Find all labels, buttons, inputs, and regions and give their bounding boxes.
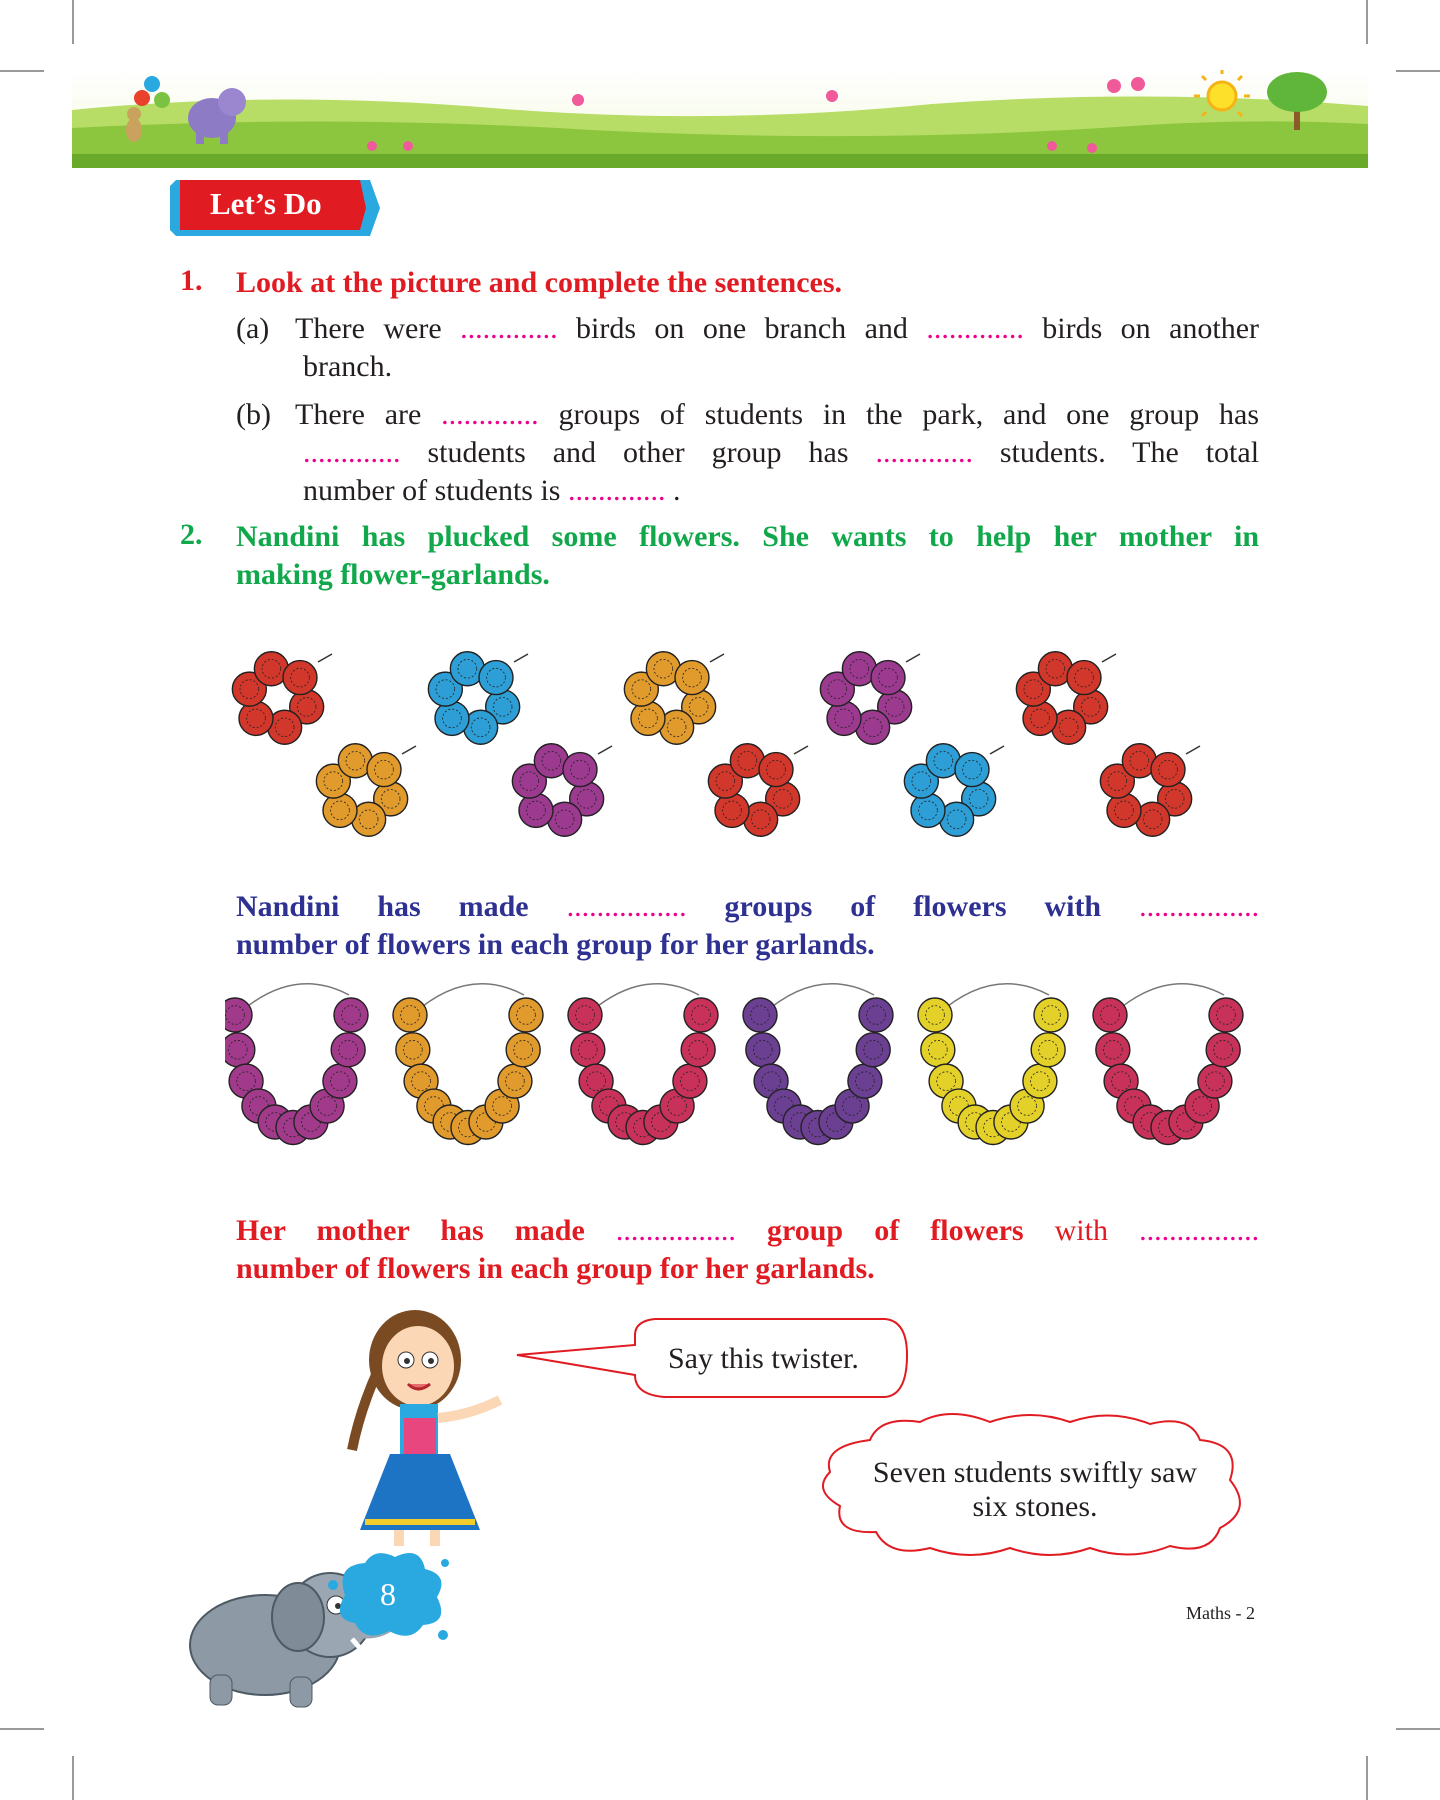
- q1b-line1: There are ............. groups of students in the park, and one group has: [295, 398, 1259, 431]
- answer-blank[interactable]: .............: [441, 398, 539, 431]
- flower-icon: [684, 998, 718, 1032]
- flower-icon: [1198, 1064, 1232, 1098]
- q1a-line2: branch.: [303, 350, 393, 383]
- speech-bubble-text: Say this twister.: [668, 1342, 859, 1375]
- flower-icon: [506, 1033, 540, 1067]
- flower-icon: [1034, 998, 1068, 1032]
- answer-blank[interactable]: ................: [1139, 1214, 1260, 1247]
- flower-icon: [1031, 1033, 1065, 1067]
- flower-icon: [509, 998, 543, 1032]
- flower-icon: [498, 1064, 532, 1098]
- crop-mark: [72, 1756, 74, 1800]
- flower-group: [708, 744, 808, 837]
- crop-mark: [1396, 70, 1440, 72]
- garlands-illustration: [225, 975, 1265, 1185]
- flower-icon: [921, 1033, 955, 1067]
- answer-blank[interactable]: .............: [875, 436, 973, 469]
- flower-group: [904, 744, 1004, 837]
- page-number: 8: [380, 1576, 396, 1612]
- flower-group: [820, 652, 920, 745]
- garland: [568, 984, 718, 1145]
- flower-group: [428, 652, 528, 745]
- flower-icon: [1023, 701, 1057, 735]
- flower-icon: [1151, 753, 1185, 787]
- section-label: Let’s Do: [210, 186, 322, 221]
- garland: [743, 984, 893, 1145]
- answer-blank[interactable]: ................: [615, 1214, 736, 1247]
- answer-blank[interactable]: .............: [460, 312, 558, 345]
- answer-blank[interactable]: .............: [303, 436, 401, 469]
- answer-blank[interactable]: ................: [566, 890, 687, 923]
- flower-icon: [856, 1033, 890, 1067]
- flower-icon: [283, 661, 317, 695]
- question-2-line1: Nandini has plucked some flowers. She wants to help her mother in: [236, 520, 1259, 553]
- tongue-twister-line1: Seven students swiftly saw: [872, 1456, 1198, 1489]
- answer-blank[interactable]: ................: [1139, 890, 1260, 923]
- mother-sentence-line2: number of flowers in each group for her garlands.: [236, 1252, 875, 1285]
- flower-icon: [568, 998, 602, 1032]
- flower-icon: [911, 793, 945, 827]
- answer-blank[interactable]: .............: [926, 312, 1024, 345]
- flower-icon: [323, 793, 357, 827]
- answer-blank[interactable]: .............: [567, 474, 666, 507]
- flower-icon: [871, 661, 905, 695]
- q1b-line3: number of students is ............. .: [303, 474, 681, 507]
- tongue-twister-line2: six stones.: [972, 1490, 1098, 1523]
- flower-icon: [746, 1033, 780, 1067]
- question-2-number: 2.: [180, 518, 203, 551]
- flower-icon: [1107, 793, 1141, 827]
- flower-icon: [1067, 661, 1101, 695]
- rabbit-icon: [126, 107, 142, 142]
- flower-icon: [1209, 998, 1243, 1032]
- flower-icon: [519, 793, 553, 827]
- flower-icon: [715, 793, 749, 827]
- q1b-label: (b): [236, 398, 271, 431]
- garland: [918, 984, 1068, 1145]
- garland: [225, 984, 368, 1145]
- girl-illustration: [330, 1300, 520, 1550]
- flower-icon: [393, 998, 427, 1032]
- flower-icon: [675, 661, 709, 695]
- flower-icon: [563, 753, 597, 787]
- flower-icon: [367, 753, 401, 787]
- flower-icon: [225, 1033, 255, 1067]
- flower-icon: [571, 1033, 605, 1067]
- question-2-line2: making flower-garlands.: [236, 558, 550, 591]
- nandini-sentence-line1: Nandini has made ................ groups of flowers with ................: [236, 890, 1260, 923]
- crop-mark: [0, 70, 44, 72]
- garland: [1093, 984, 1243, 1145]
- flower-icon: [631, 701, 665, 735]
- header-banner-illustration: [72, 70, 1368, 168]
- flower-group: [1016, 652, 1116, 745]
- flower-icon: [1096, 1033, 1130, 1067]
- flower-icon: [479, 661, 513, 695]
- flower-group: [232, 652, 332, 745]
- nandini-sentence-line2: number of flowers in each group for her garlands.: [236, 928, 875, 961]
- flower-icon: [759, 753, 793, 787]
- q1a-line1: There were ............. birds on one branch and ............. birds on another: [295, 312, 1260, 345]
- question-1-number: 1.: [180, 264, 203, 297]
- flower-group: [316, 744, 416, 837]
- flower-icon: [334, 998, 368, 1032]
- flower-icon: [331, 1033, 365, 1067]
- flower-icon: [323, 1064, 357, 1098]
- crop-mark: [0, 1728, 44, 1730]
- crop-mark: [1366, 0, 1368, 44]
- q1a-label: (a): [236, 312, 270, 345]
- flower-icon: [955, 753, 989, 787]
- flower-icon: [239, 701, 273, 735]
- flower-icon: [1093, 998, 1127, 1032]
- mother-sentence-line1: Her mother has made ................ group of flowers with ................: [236, 1214, 1260, 1247]
- crop-mark: [1396, 1728, 1440, 1730]
- garland: [393, 984, 543, 1145]
- flower-group: [512, 744, 612, 837]
- subject-footer: Maths - 2: [1186, 1603, 1255, 1623]
- flower-icon: [827, 701, 861, 735]
- flower-icon: [859, 998, 893, 1032]
- flower-icon: [396, 1033, 430, 1067]
- flower-icon: [681, 1033, 715, 1067]
- crop-mark: [1366, 1756, 1368, 1800]
- question-1-title: Look at the picture and complete the sentences.: [236, 266, 843, 299]
- flower-groups-illustration: [230, 640, 1230, 850]
- flower-icon: [1023, 1064, 1057, 1098]
- flower-icon: [225, 998, 252, 1032]
- flower-icon: [673, 1064, 707, 1098]
- flower-icon: [848, 1064, 882, 1098]
- q1b-line2: ............. students and other group has ............. students. The total: [303, 436, 1260, 469]
- crop-mark: [72, 0, 74, 44]
- flower-icon: [918, 998, 952, 1032]
- flower-icon: [1206, 1033, 1240, 1067]
- flower-group: [1100, 744, 1200, 837]
- flower-group: [624, 652, 724, 745]
- flower-icon: [435, 701, 469, 735]
- flower-icon: [743, 998, 777, 1032]
